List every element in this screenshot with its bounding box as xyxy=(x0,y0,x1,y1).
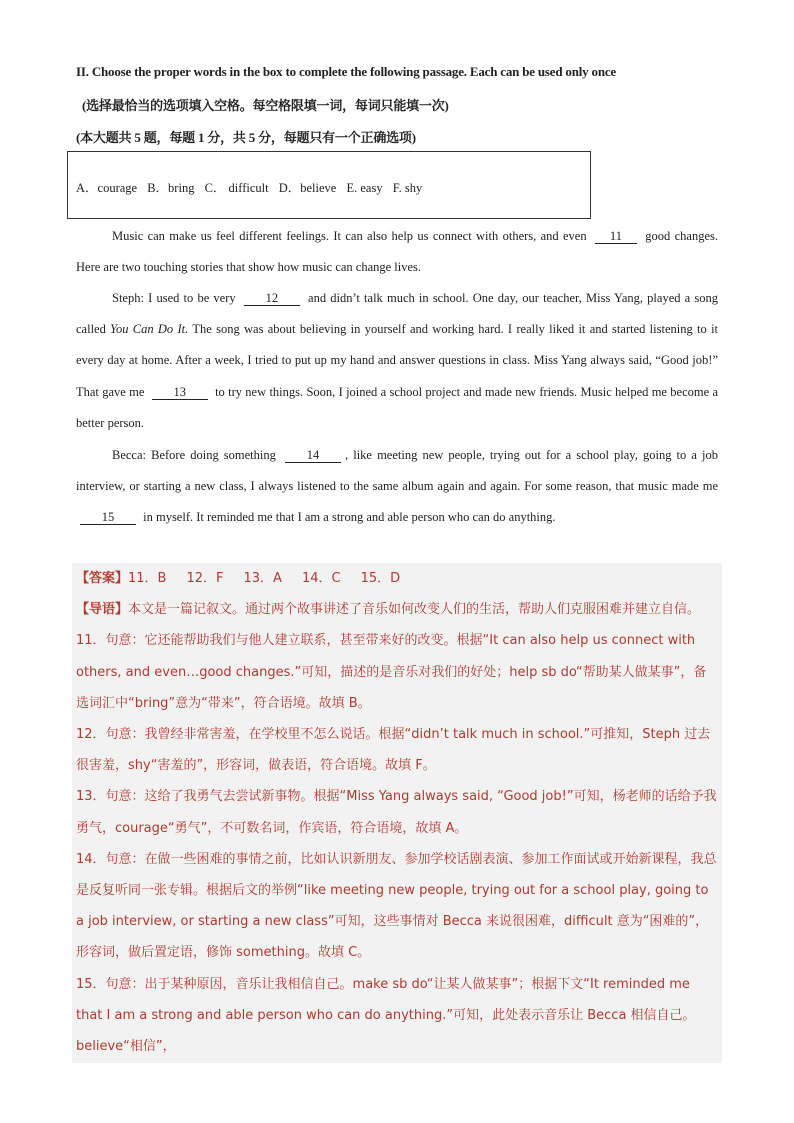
guide-paragraph xyxy=(76,594,718,625)
option-c: C． difficult xyxy=(204,181,269,195)
passage-paragraph-1 xyxy=(76,221,718,283)
blank-11: 11 xyxy=(595,229,637,244)
blank-13: 13 xyxy=(152,385,208,400)
option-f: F. shy xyxy=(392,181,423,195)
explanation-11: 11．句意：它还能帮助我们与他人建立联系，甚至带来好的改变。根据“It can also help us connect with others, and even…good changes.”可知，描述的是音乐对我们的好处；help sb do“帮助某人做某事”，备选词汇中“bring”意为“带来”，符合语境。故填 B。 xyxy=(76,633,707,711)
answer-11: 11．B xyxy=(128,571,167,586)
guide-tag: 【导语】 xyxy=(76,602,129,618)
section-subtitle: (选择最恰当的选项填入空格。每空格限填一词，每词只能填一次) xyxy=(82,98,449,113)
blank-14: 14 xyxy=(285,448,341,463)
option-b: B．bring xyxy=(147,181,195,195)
section-note: (本大题共 5 题，每题 1 分，共 5 分，每题只有一个正确选项) xyxy=(76,130,416,145)
option-d: D．believe xyxy=(278,181,337,195)
passage-text: Steph: I used to be very xyxy=(112,291,236,305)
answer-14: 14．C xyxy=(301,571,341,586)
answer-tag: 【答案】 xyxy=(76,571,129,586)
explanation-13: 13．句意：这给了我勇气去尝试新事物。根据“Miss Yang always said, “Good job!”可知，杨老师的话给予我勇气，courage“勇气”，不可数名词，作宾语，符合语境，故填 A。 xyxy=(76,789,717,836)
option-e: E. easy xyxy=(346,181,383,195)
answer-12: 12．F xyxy=(186,571,224,586)
explanation-15: 15．句意：出于某种原因，音乐让我相信自己。make sb do“让某人做某事”；根据下文“It reminded me that I am a strong and able person who can do anything.”可知，此处表示音乐让 Becca 相信自己。believe“相信”， xyxy=(76,976,696,1055)
answer-15: 15．D xyxy=(360,571,401,586)
passage-paragraph-3 xyxy=(76,440,718,534)
blank-15: 15 xyxy=(80,510,136,525)
passage-paragraph-2 xyxy=(76,283,718,439)
explanation-14: 14．句意：在做一些困难的事情之前，比如认识新朋友、参加学校话剧表演、参加工作面试或开始新课程，我总是反复听同一张专辑。根据后文的举例“like meeting new people, trying out for a school play, going to a job interview, or starting a new class”可知，这些事情对 Becca 来说很困难，difficult 意为“困难的”，形容词，做后置定语，修饰 something。故填 C。 xyxy=(76,851,717,961)
passage-text: Becca: Before doing something xyxy=(112,448,276,462)
option-a: A．courage xyxy=(76,181,138,195)
explanation-12: 12．句意：我曾经非常害羞，在学校里不怎么说话。根据“didn’t talk much in school.”可推知，Steph 过去很害羞，shy“害羞的”，形容词，做表语，符合语境。故填 F。 xyxy=(76,727,711,774)
passage-text: to try new things. Soon, I joined a school project and made new friends. Music helped me become a better person. xyxy=(76,384,719,430)
passage-text: good changes. Here are two touching stories that show how music can change lives. xyxy=(76,229,719,275)
section-title: II. Choose the proper words in the box to complete the following passage. Each can be used only once xyxy=(76,64,616,79)
passage-text: in myself. It reminded me that I am a strong and able person who can do anything. xyxy=(143,510,556,525)
guide-text: 本文是一篇记叙文。通过两个故事讲述了音乐如何改变人们的生活，帮助人们克服困难并建立自信。 xyxy=(128,602,701,618)
answer-key xyxy=(76,563,718,594)
blank-12: 12 xyxy=(244,291,300,306)
word-options-box xyxy=(67,151,591,219)
answer-explanation-box xyxy=(72,563,722,1063)
song-title: You Can Do It. xyxy=(110,322,189,337)
passage-text: and didn’t talk much in school. One day, our teacher, Miss Yang, played a song called xyxy=(76,291,719,337)
passage-text: , like meeting new people, trying out for a school play, going to a job interview, or starting a new class, I always listened to the same album again and again. For some reason, that music made me xyxy=(76,448,719,494)
answer-13: 13．A xyxy=(243,571,282,586)
passage-text: The song was about believing in yourself and working hard. I really liked it and started listening to it every day at home. After a week, I tried to put up my hand and answer questions in class. Miss Yang always said, “Good job!” That gave me xyxy=(76,322,719,399)
passage-text: Music can make us feel different feelings. It can also help us connect with others, and even xyxy=(112,229,587,243)
